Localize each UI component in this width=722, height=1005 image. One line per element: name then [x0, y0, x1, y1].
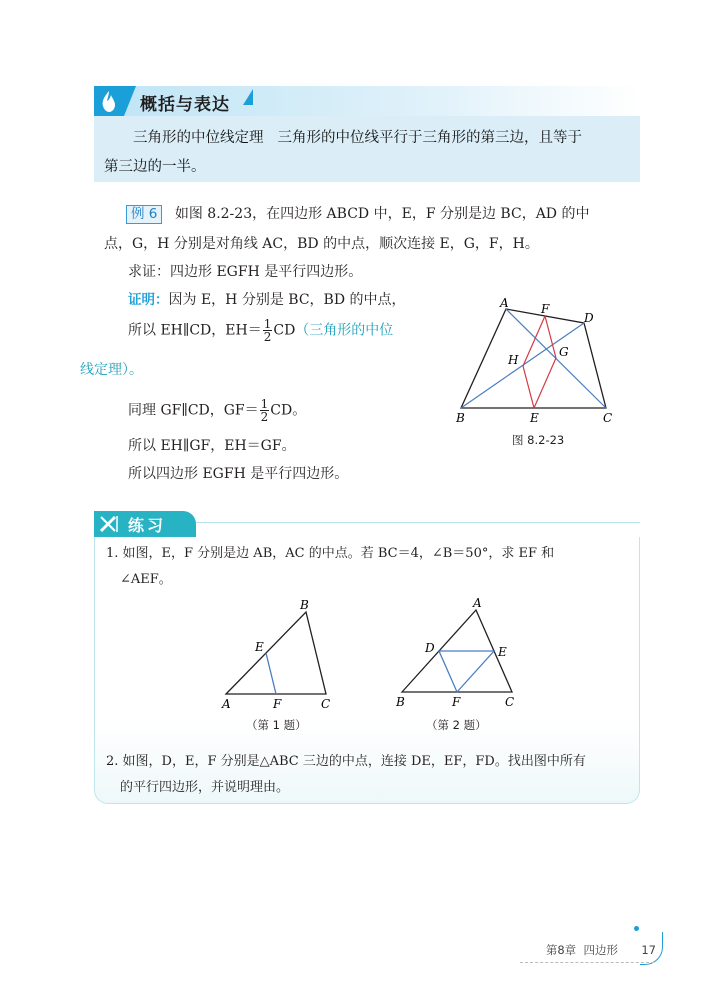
label-H: H: [508, 353, 519, 367]
proof-line4: 所以 EH∥GF，EH＝GF。: [128, 438, 296, 454]
diagonal-BD: [461, 323, 584, 408]
footer-rule: [520, 962, 654, 964]
proof-label: 证明：: [128, 292, 169, 308]
proof-line3-row: [128, 398, 306, 423]
fig1-caption: （第 1 题）: [246, 718, 307, 732]
label-B: B: [456, 411, 465, 425]
q2-label-B: B: [396, 695, 405, 709]
label-E: E: [530, 411, 539, 425]
flame-icon: [94, 86, 124, 116]
figure-q1: [218, 598, 338, 710]
q1-label-E: E: [255, 640, 264, 654]
figure-q2: [392, 594, 522, 710]
proof-line1-row: [128, 290, 406, 310]
q1-line1: 1. 如图，E，F 分别是边 AB，AC 的中点。若 BC＝4，∠B＝50°，求 EF 和: [106, 546, 555, 561]
theorem-text: [104, 124, 632, 182]
theorem-line2: 第三边的一半。: [104, 159, 206, 175]
q2-line2: 的平行四边形，并说明理由。: [120, 780, 290, 795]
q2-label-F: F: [452, 695, 461, 709]
footer-chapter: 第8章: [545, 943, 577, 957]
theorem-name: 三角形的中位线定理: [133, 130, 264, 146]
q2-label-C: C: [505, 695, 515, 709]
practice-header-line: [196, 522, 640, 523]
figure-quadrilateral: [452, 294, 627, 426]
footer-section: 四边形: [583, 943, 618, 957]
label-G: G: [559, 345, 569, 359]
practice-title: 练习: [128, 516, 167, 535]
q2-label-E: E: [498, 645, 507, 659]
q1-label-A: A: [222, 697, 231, 710]
pencil-ruler-icon: [98, 514, 120, 534]
footer-chapter-row: [546, 942, 618, 958]
summary-icon-box: [94, 86, 124, 116]
q2-line1: 2. 如图，D，E，F 分别是△ABC 三边的中点，连接 DE，EF，FD。找出图中所有: [106, 754, 586, 769]
example-line1: 如图 8.2-23，在四边形 ABCD 中，E，F 分别是边 BC，AD 的中: [174, 206, 590, 222]
proof-note-a: （三角形的中位: [295, 322, 394, 339]
proof-line1: 因为 E，H 分别是 BC，BD 的中点，: [168, 292, 406, 308]
label-C: C: [603, 411, 613, 425]
q1-line2: ∠AEF。: [120, 572, 172, 587]
proof-line3-post: CD。: [270, 402, 307, 419]
summary-title: 概括与表达: [140, 95, 230, 115]
proof-line2-pre: 所以 EH∥CD，EH＝: [128, 322, 262, 339]
example-label: 例 6: [126, 205, 162, 224]
label-F: F: [541, 302, 550, 316]
triangle-DEF: [439, 651, 494, 692]
label-A: A: [500, 296, 509, 310]
proof-line5: 所以四边形 EGFH 是平行四边形。: [128, 466, 349, 482]
proof-note-b: 线定理）。: [80, 362, 143, 378]
q1-label-C: C: [321, 697, 331, 710]
q1-label-F: F: [273, 697, 282, 710]
segment-EF: [266, 653, 276, 694]
proof-line2-post: CD: [273, 322, 296, 339]
proof-line3-pre: 同理 GF∥CD，GF＝: [128, 402, 259, 419]
triangle-ABC: [226, 612, 326, 694]
example-line2: 点，G，H 分别是对角线 AC，BD 的中点，顺次连接 E，G，F，H。: [104, 236, 539, 252]
example-line1-row: [126, 204, 589, 224]
q2-label-A: A: [473, 596, 482, 610]
theorem-line1: 三角形的中位线平行于三角形的第三边，且等于: [277, 130, 582, 146]
fraction-numerator-2: 1: [260, 397, 269, 411]
fraction-half: [263, 318, 273, 343]
q1-label-B: B: [300, 598, 309, 612]
fraction-half-2: [260, 398, 270, 423]
page-number: 17: [641, 943, 656, 957]
example-prove: 求证：四边形 EGFH 是平行四边形。: [128, 264, 363, 280]
label-D: D: [584, 311, 594, 325]
fraction-denominator-2: 2: [260, 410, 269, 424]
q2-label-D: D: [425, 641, 435, 655]
proof-line2-row: [128, 318, 393, 343]
fraction-numerator: 1: [263, 317, 272, 331]
fig2-caption: （第 2 题）: [426, 718, 487, 732]
summary-title-triangle: [243, 89, 253, 105]
footer-dot: [634, 926, 639, 931]
figure-caption: 图 8.2-23: [512, 433, 565, 447]
fraction-denominator: 2: [263, 330, 272, 344]
